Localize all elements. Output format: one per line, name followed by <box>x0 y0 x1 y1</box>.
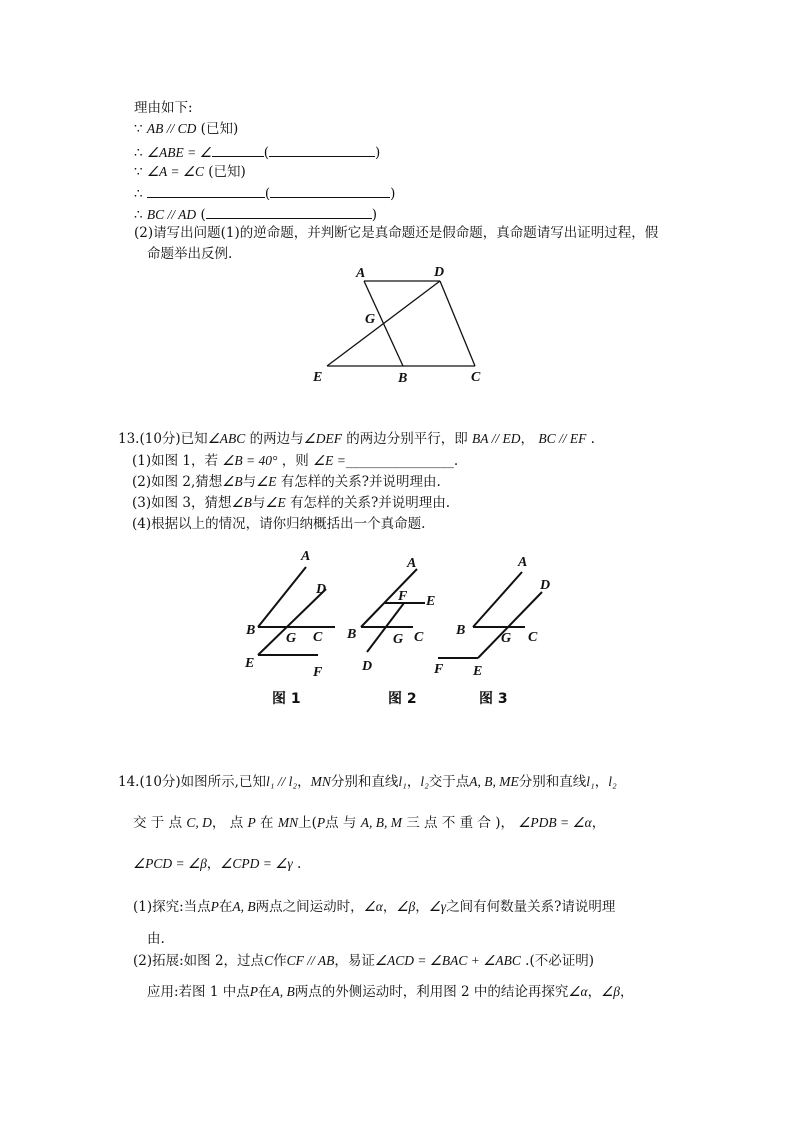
fig3-label-d: D <box>540 578 551 593</box>
q14-l2-c: ， 点 <box>211 815 244 831</box>
q14-l1-k: 分别和直线 <box>518 774 587 790</box>
q13-p3-angle-b: ∠B <box>231 495 252 510</box>
q14-l1-g: ， <box>406 774 421 790</box>
q14-l2-m: ， <box>591 815 606 831</box>
label-d: D <box>434 265 445 280</box>
q13-stem-e: 的两边分别平行，即 <box>341 431 473 447</box>
q14-l2-i: 点 与 <box>325 815 357 831</box>
q14-l2-a: 交 于 点 <box>133 815 183 831</box>
q14-p2-equation: ∠ACD = ∠BAC + ∠ABC <box>374 953 521 968</box>
reason-intro-text: 理由如下: <box>134 100 193 116</box>
q14-p1-g: ， <box>382 899 397 915</box>
q14-l1-c: ， <box>297 774 311 790</box>
q14-line1 <box>118 773 617 791</box>
fig2-label-a: A <box>407 556 417 571</box>
q14-p1-l: 由. <box>147 931 165 947</box>
paren-open: ( <box>263 145 269 161</box>
q13-p3-c: 与 <box>251 495 266 511</box>
q14-l2-p2: P <box>316 815 326 830</box>
q14-l1-l1: l₁ <box>398 774 407 789</box>
fig2-label-f: F <box>398 589 408 604</box>
math-ab-parallel-cd: AB // CD <box>146 121 197 136</box>
therefore-symbol: ∴ <box>134 145 147 161</box>
label-g: G <box>365 312 376 327</box>
q14-l1-m: ， <box>594 774 609 790</box>
fig3-ray-ba <box>473 572 522 627</box>
fig2-label-g: G <box>393 632 404 647</box>
fig3-ray-ed <box>478 592 542 658</box>
because-symbol: ∵ <box>134 121 147 137</box>
fig1-label-e: E <box>245 656 255 671</box>
q13-p2-angle-b: ∠B <box>222 474 243 489</box>
note-known: (已知) <box>196 121 239 137</box>
q14-l2-cd: C, D <box>186 815 212 830</box>
q14-p2-e: ，易证 <box>334 953 375 969</box>
q14-p1-c: 在 <box>218 899 233 915</box>
note-known: (已知) <box>203 164 246 180</box>
q13-p1-a: (1)如图 1，若 <box>132 453 223 469</box>
q14-l3-gamma: ∠CPD = ∠γ <box>220 856 293 871</box>
q13-ba-parallel-ed: BA // ED <box>472 431 521 446</box>
fig3-label-c: C <box>528 630 538 645</box>
q14-l2-abm: A, B, M <box>360 815 402 830</box>
q14-l1-l2b: l₂ <box>608 774 617 789</box>
q13-stem-a: 13.(10分)已知 <box>118 431 208 447</box>
fig3-label-b: B <box>456 623 466 638</box>
q14-p3-ab: A, B <box>271 984 295 999</box>
fig2-label-d: D <box>362 659 373 674</box>
q13-angle-abc: ∠ABC <box>207 431 246 446</box>
q14-p2-g: .(不必证明) <box>520 953 594 969</box>
q14-l1-e: 分别和直线 <box>330 774 399 790</box>
q14-part3 <box>147 983 633 1001</box>
paren-close: ) <box>390 186 396 202</box>
q14-part2 <box>133 952 594 970</box>
because-symbol: ∵ <box>134 164 147 180</box>
fig3-label-e: E <box>473 664 483 679</box>
q14-p3-g: ， <box>587 984 602 1000</box>
q14-l1-i: 交于点 <box>428 774 470 790</box>
figure-2 <box>346 556 435 707</box>
paren-open: ( <box>196 207 206 223</box>
q13-p1-angle-b: ∠B = 40° <box>222 453 278 468</box>
q14-p3-p: P <box>249 984 258 999</box>
q13-p2-a: (2)如图 2,猜想 <box>132 474 223 490</box>
label-b: B <box>398 371 408 386</box>
fig1-caption: 图 1 <box>272 691 301 707</box>
q14-line2 <box>133 814 605 832</box>
q14-l1-mn: MN <box>310 774 331 789</box>
fig1-ray-ba <box>258 567 306 627</box>
q14-l3-b: ， <box>206 856 221 872</box>
q13-p3-a: (3)如图 3，猜想 <box>132 495 232 511</box>
q14-part1-cont <box>147 930 165 948</box>
therefore-symbol: ∴ <box>134 207 147 223</box>
q14-l2-mn: MN <box>277 815 299 830</box>
q12-part2-text2: 命题举出反例. <box>147 246 233 262</box>
q14-p1-p: P <box>210 899 219 914</box>
q14-p1-gamma: ∠γ <box>428 899 447 914</box>
fig1-label-d: D <box>316 582 327 597</box>
q13-p2-angle-e: ∠E <box>256 474 277 489</box>
label-c: C <box>471 370 481 385</box>
figure-3 <box>433 555 550 707</box>
fig1-label-c: C <box>313 630 323 645</box>
fig2-ray-ba <box>361 569 417 627</box>
q14-p1-e: 两点之间运动时， <box>255 899 364 915</box>
fig1-label-g: G <box>286 631 297 646</box>
q14-p3-a: 应用:若图 1 中点 <box>147 984 250 1000</box>
q14-l1-parallel: l₁ // l₂ <box>265 774 298 789</box>
q13-p2-c: 与 <box>242 474 257 490</box>
paren-close: ) <box>374 145 381 161</box>
q14-p3-c: 在 <box>257 984 272 1000</box>
q14-p2-cf-parallel-ab: CF // AB <box>286 953 335 968</box>
q13-p4-text: (4)根据以上的情况，请你归纳概括出一个真命题. <box>132 516 426 532</box>
q13-stem-i: . <box>586 431 595 447</box>
fig2-caption: 图 2 <box>388 691 417 707</box>
q13-bc-parallel-ef: BC // EF <box>538 431 587 446</box>
math-angle-a-eq-c: ∠A = ∠C <box>146 164 204 179</box>
q14-l2-e: 在 <box>260 815 274 831</box>
q14-l1-l2: l₂ <box>420 774 429 789</box>
q14-l2-k: 三 点 不 重 合 )， <box>406 815 514 831</box>
fig3-label-g: G <box>501 631 512 646</box>
fig2-label-c: C <box>414 630 424 645</box>
figure-1 <box>244 549 335 707</box>
q14-part1 <box>133 898 615 916</box>
q14-p1-beta: ∠β <box>396 899 416 914</box>
q13-angle-def: ∠DEF <box>303 431 342 446</box>
q14-l2-alpha: ∠PDB = ∠α <box>518 815 592 830</box>
q14-p2-c: C <box>264 953 274 968</box>
q14-p2-a: (2)拓展:如图 2，过点 <box>133 953 265 969</box>
q13-p3-angle-e: ∠E <box>265 495 286 510</box>
q14-p2-c-text: 作 <box>273 953 287 969</box>
fig2-label-b: B <box>347 627 357 642</box>
q14-line3 <box>133 855 301 873</box>
fig2-label-e: E <box>426 594 436 609</box>
label-a: A <box>356 266 366 281</box>
q13-stem-g: ， <box>520 431 539 447</box>
fig3-label-a: A <box>518 555 528 570</box>
q13-p1-angle-e: ∠E = <box>313 453 346 468</box>
q14-l1-l1b: l₁ <box>586 774 595 789</box>
q13-p2-e: 有怎样的关系?并说明理由. <box>276 474 441 490</box>
q14-l1-a: 14.(10分)如图所示,已知 <box>118 774 266 790</box>
math-angle-abe: ∠ABE = ∠ <box>146 145 212 160</box>
q14-p1-a: (1)探究:当点 <box>133 899 211 915</box>
fig1-label-f: F <box>313 665 323 680</box>
q13-p1-blank[interactable]: ________________. <box>345 453 459 469</box>
q12-part2-text1: (2)请写出问题(1)的逆命题，并判断它是真命题还是假命题，真命题请写出证明过程，假 <box>134 225 659 241</box>
q14-l2-g: 上( <box>298 815 317 831</box>
q14-l3-d: . <box>292 856 302 872</box>
fig3-caption: 图 3 <box>479 691 508 707</box>
fig3-label-f: F <box>434 662 444 677</box>
therefore-symbol: ∴ <box>134 186 147 202</box>
q14-p3-i: ， <box>619 984 634 1000</box>
q14-p3-beta: ∠β <box>601 984 620 999</box>
q14-p1-alpha: ∠α <box>363 899 383 914</box>
q14-p3-alpha: ∠α <box>568 984 588 999</box>
q14-p1-k: 之间有何数量关系?请说明理 <box>446 899 616 915</box>
fig1-label-b: B <box>246 623 256 638</box>
fig1-label-a: A <box>301 549 311 564</box>
q14-p1-i: ， <box>415 899 429 915</box>
q13-p1-c: ，则 <box>277 453 313 469</box>
q13-stem-c: 的两边与 <box>245 431 304 447</box>
q14-l3-beta: ∠PCD = ∠β <box>133 856 207 871</box>
q13-p3-e: 有怎样的关系?并说明理由. <box>285 495 451 511</box>
q14-p3-e: 两点的外侧运动时，利用图 2 中的结论再探究 <box>294 984 569 1000</box>
paren-close: ) <box>371 207 377 223</box>
q14-l2-p: P <box>247 815 256 830</box>
paren-open: ( <box>264 186 271 202</box>
label-e: E <box>313 370 323 385</box>
q14-p1-ab: A, B <box>232 899 256 914</box>
q14-l1-abme: A, B, ME <box>469 774 519 789</box>
math-bc-parallel-ad: BC // AD <box>146 207 197 222</box>
